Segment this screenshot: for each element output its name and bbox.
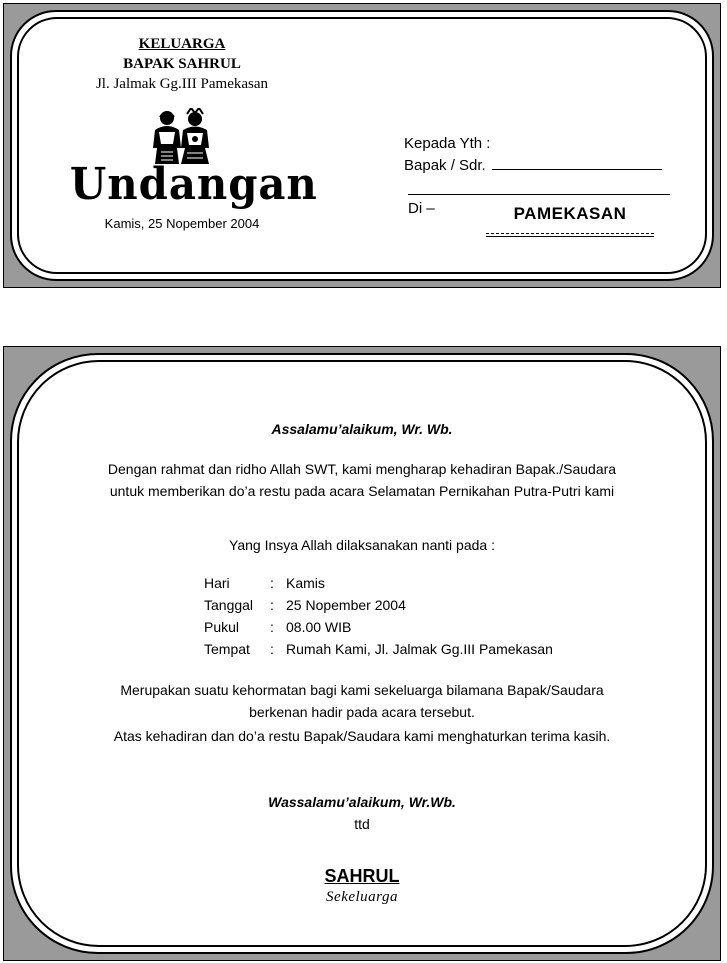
recipient-name-line <box>404 157 662 174</box>
closing-line-3: Atas kehadiran dan do’a restu Bapak/Saudara kami menghaturkan terima kasih. <box>113 728 611 744</box>
detail-row-tanggal <box>204 597 406 613</box>
recipient-name-blank <box>492 157 662 170</box>
closing-line-2: berkenan hadir pada acara tersebut. <box>249 704 475 720</box>
detail-label: Hari <box>204 575 230 591</box>
detail-label: Tempat <box>204 641 250 657</box>
recipient-label: Kepada Yth : <box>404 135 491 152</box>
detail-value: Rumah Kami, Jl. Jalmak Gg.III Pamekasan <box>286 641 553 657</box>
intro-line-1: Dengan rahmat dan ridho Allah SWT, kami mengharap kehadiran Bapak./Saudara <box>107 461 617 477</box>
detail-separator: : <box>270 641 274 657</box>
recipient-address-blank <box>408 194 670 195</box>
schedule-lead: Yang Insya Allah dilaksanakan nanti pada : <box>229 537 495 553</box>
detail-separator: : <box>270 575 274 591</box>
intro-line-2: untuk memberikan do’a restu pada acara Selamatan Pernikahan Putra-Putri kami <box>109 483 615 499</box>
detail-value: 25 Nopember 2004 <box>286 597 406 613</box>
family-address: Jl. Jalmak Gg.III Pamekasan <box>95 76 269 92</box>
detail-label: Pukul <box>204 619 240 635</box>
envelope-date: Kamis, 25 Nopember 2004 <box>104 216 260 231</box>
detail-row-pukul <box>204 619 351 635</box>
family-label: KELUARGA <box>138 36 226 52</box>
detail-label: Tanggal <box>204 597 254 613</box>
signature-mark: ttd <box>354 816 370 832</box>
envelope-card <box>3 3 721 288</box>
detail-row-tempat <box>204 641 553 657</box>
detail-value: 08.00 WIB <box>286 619 352 635</box>
farewell: Wassalamu’alaikum, Wr.Wb. <box>268 794 456 810</box>
invitation-title: Undangan <box>69 159 318 210</box>
detail-separator: : <box>270 619 274 635</box>
family-name: BAPAK SAHRUL <box>123 56 241 72</box>
recipient-city: PAMEKASAN <box>513 204 627 223</box>
closing-line-1: Merupakan suatu kehormatan bagi kami sekeluarga bilamana Bapak/Saudara <box>120 682 604 698</box>
detail-separator: : <box>270 597 274 613</box>
detail-row-hari <box>204 575 325 591</box>
signer-subtitle: Sekeluarga <box>326 889 398 905</box>
detail-value: Kamis <box>286 575 325 591</box>
recipient-prefix: Bapak / Sdr. <box>404 157 486 174</box>
signer-name: SAHRUL <box>324 866 400 886</box>
recipient-city-underline <box>486 233 654 237</box>
invitation-card <box>3 346 721 961</box>
recipient-di-label: Di – <box>408 200 435 217</box>
greeting: Assalamu’alaikum, Wr. Wb. <box>271 421 453 437</box>
